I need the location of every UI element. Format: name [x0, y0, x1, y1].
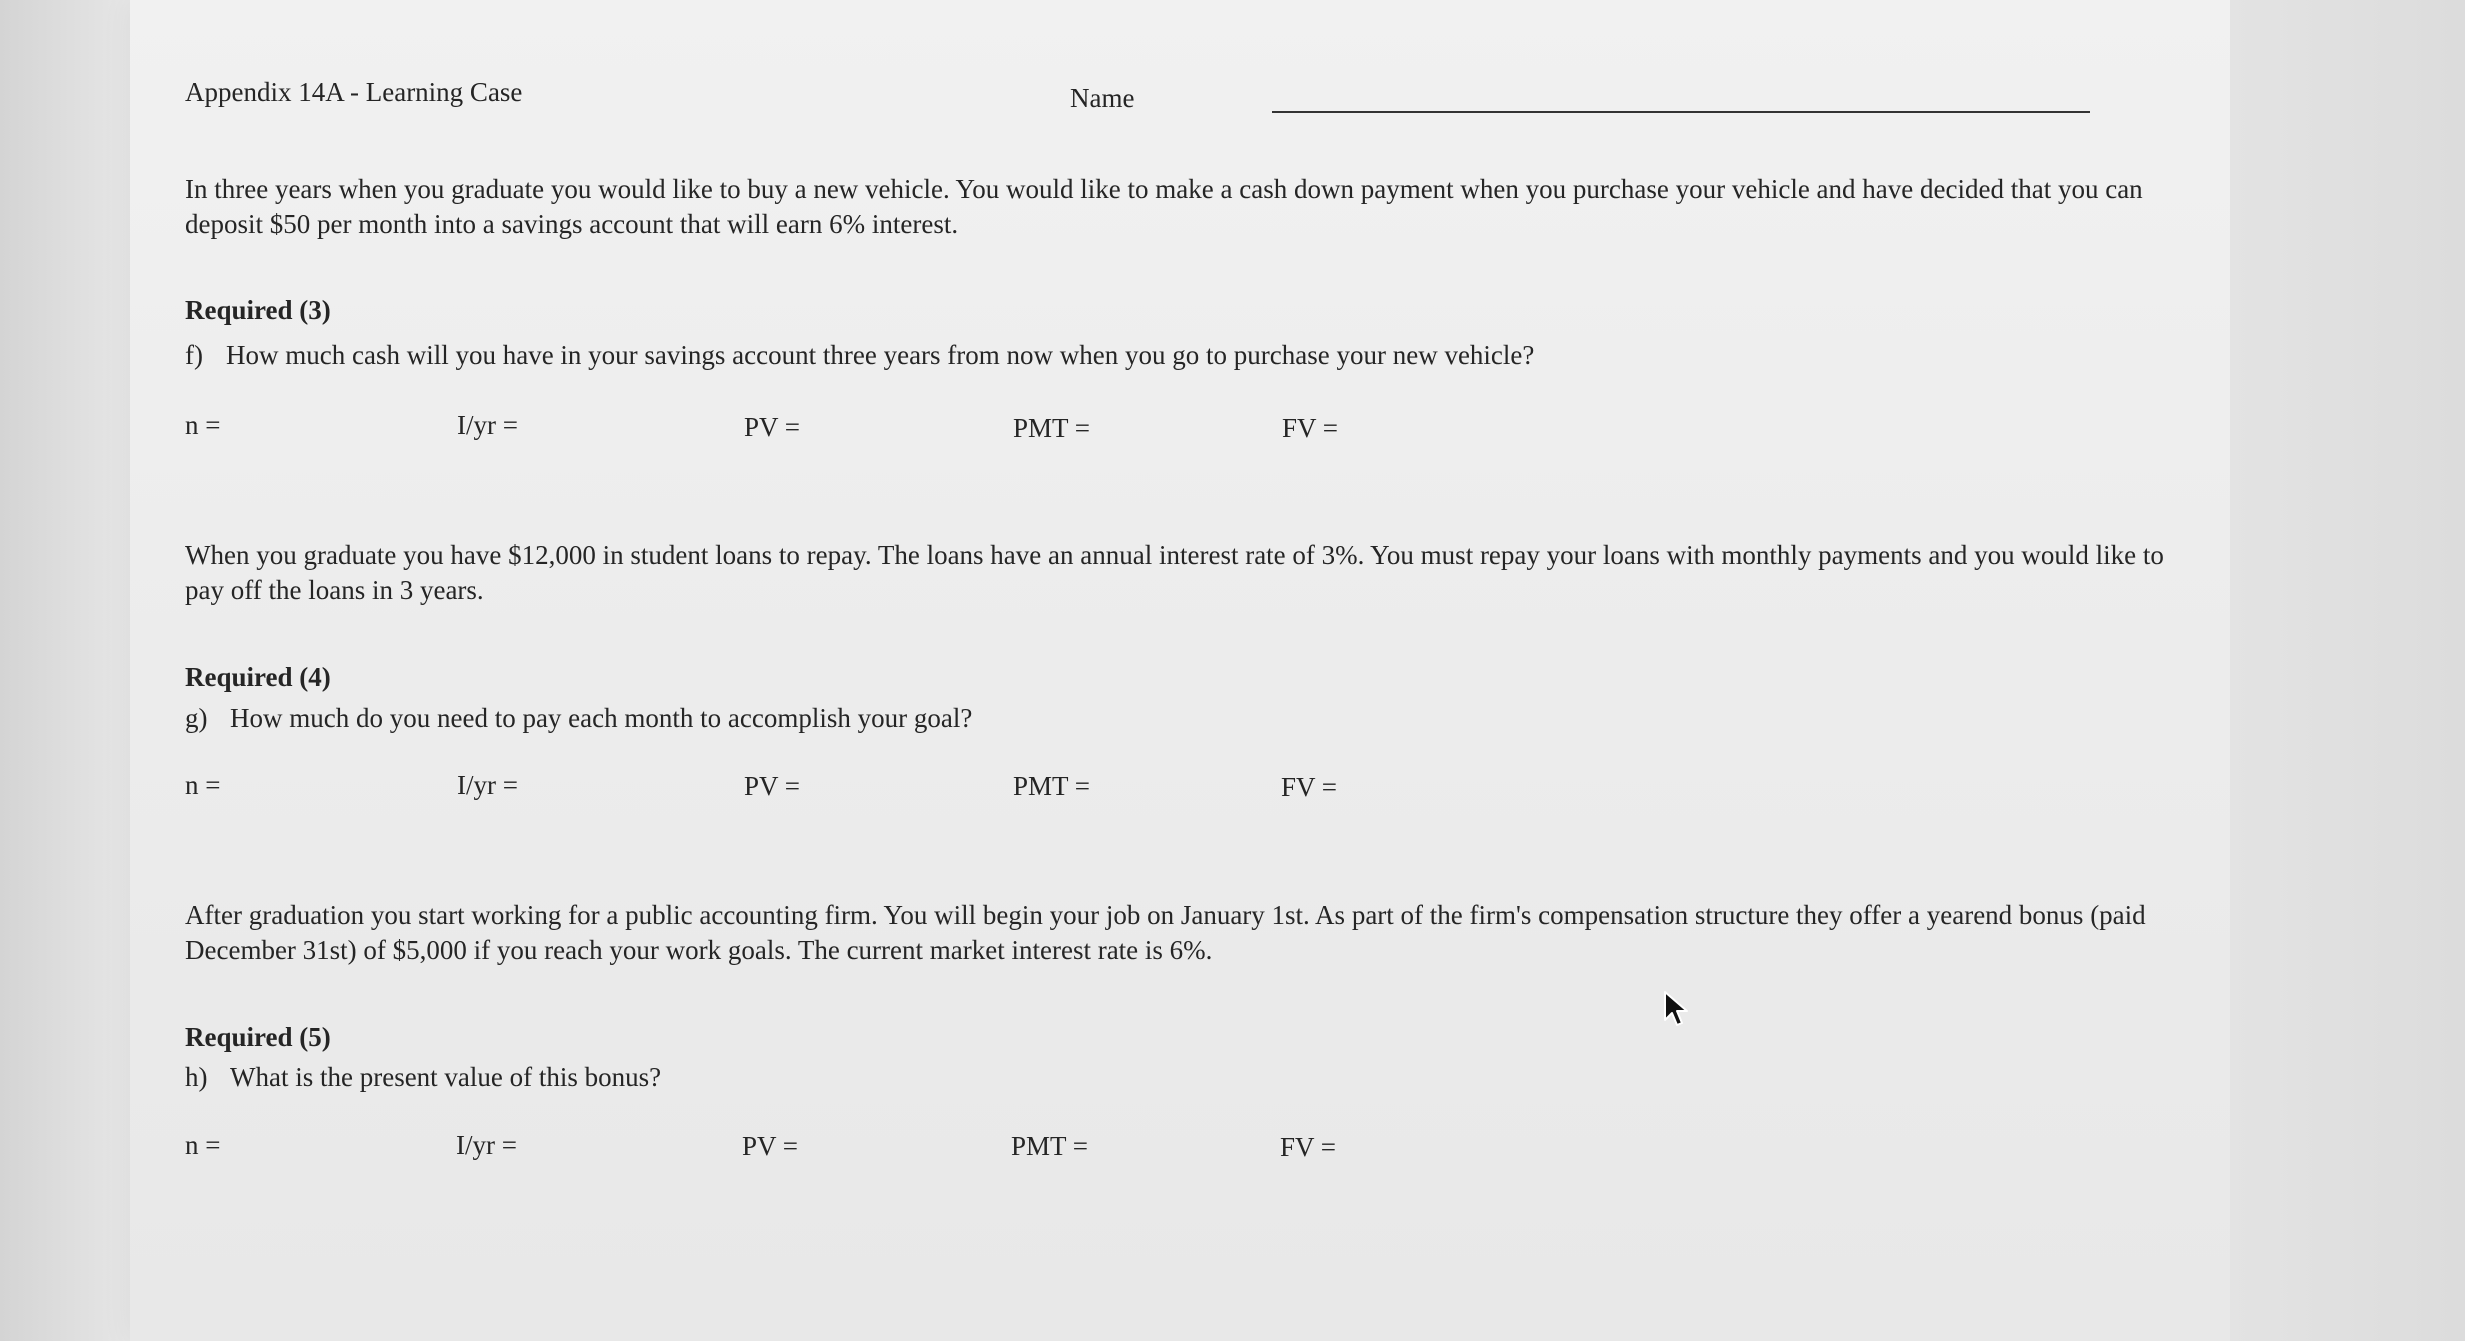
g-n-label: n = [185, 770, 221, 800]
question-h-text: What is the present value of this bonus? [230, 1062, 662, 1092]
f-pmt-label: PMT = [1013, 413, 1091, 443]
f-iyr-label: I/yr = [457, 410, 518, 440]
g-iyr-label: I/yr = [457, 770, 518, 800]
h-iyr-label: I/yr = [456, 1130, 517, 1160]
name-label: Name [1070, 83, 1135, 113]
mouse-pointer-icon [1663, 990, 1691, 1028]
f-pv-label: PV = [744, 412, 801, 442]
f-fv-label: FV = [1282, 413, 1339, 443]
right-margin [2230, 0, 2465, 1341]
required-3-heading: Required (3) [185, 295, 331, 325]
question-f-letter: f) [185, 340, 203, 370]
h-n-label: n = [185, 1130, 221, 1160]
h-fv-label: FV = [1280, 1132, 1337, 1162]
question-g-letter: g) [185, 703, 208, 733]
worksheet-page [130, 0, 2230, 1341]
question-f-text: How much cash will you have in your savings account three years from now when you go to purchase your new vehicle? [226, 340, 1535, 370]
g-pv-label: PV = [744, 771, 801, 801]
h-pmt-label: PMT = [1011, 1131, 1089, 1161]
intro-paragraph: In three years when you graduate you would like to buy a new vehicle. You would like to make a cash down payment when you purchase your vehicle and have decided that you can deposit $50 per month into a savings account that will earn 6% interest. [185, 174, 2143, 239]
g-fv-label: FV = [1281, 772, 1338, 802]
g-pmt-label: PMT = [1013, 771, 1091, 801]
required-4-heading: Required (4) [185, 662, 331, 692]
document-title: Appendix 14A - Learning Case [185, 77, 523, 107]
question-g-text: How much do you need to pay each month to accomplish your goal? [230, 703, 973, 733]
name-blank-line[interactable] [1272, 111, 2090, 113]
f-n-label: n = [185, 410, 221, 440]
h-pv-label: PV = [742, 1131, 799, 1161]
required-5-heading: Required (5) [185, 1022, 331, 1052]
bonus-paragraph: After graduation you start working for a public accounting firm. You will begin your job on January 1st. As part of the firm's compensation structure they offer a yearend bonus (paid December 31st) of $5,000 if you reach your work goals. The current market interest rate is 6%. [185, 900, 2146, 965]
question-h-letter: h) [185, 1062, 208, 1092]
loan-paragraph: When you graduate you have $12,000 in student loans to repay. The loans have an annual interest rate of 3%. You must repay your loans with monthly payments and you would like to pay off the loans in 3 years. [185, 540, 2164, 605]
